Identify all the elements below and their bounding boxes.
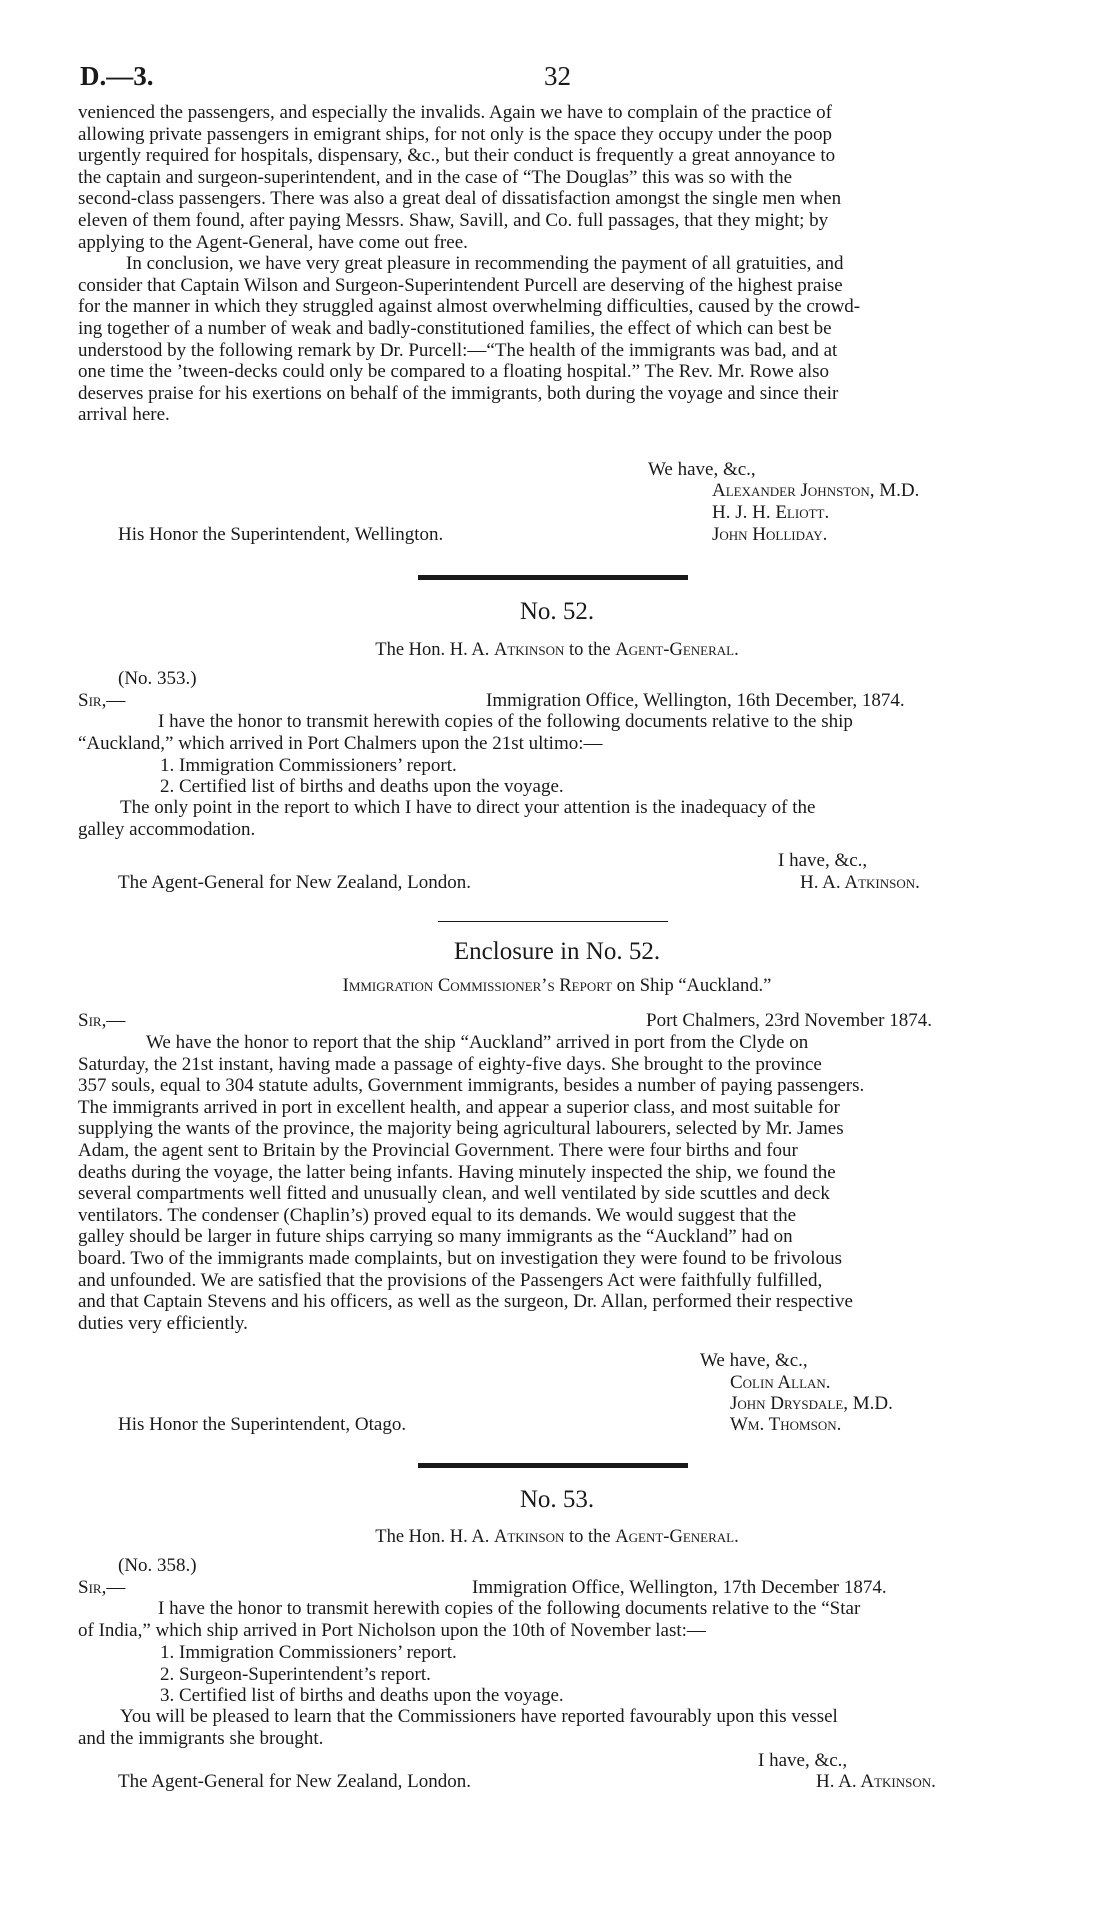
text-line: and unfounded. We are satisfied that the provisions of the Passengers Act were faithfully fulfilled,: [78, 1269, 823, 1291]
text-line: You will be pleased to learn that the Commissioners have reported favourably upon this vessel: [120, 1706, 838, 1727]
signatory: John Holliday.: [712, 524, 828, 545]
text-line: eleven of them found, after paying Messrs. Shaw, Savill, and Co. full passages, that they might; by: [78, 209, 829, 231]
to-name: Agent-General.: [615, 640, 739, 660]
text-line: Saturday, the 21st instant, having made a passage of eighty-five days. She brought to the province: [78, 1053, 822, 1075]
text-line: understood by the following remark by Dr. Purcell:—“The health of the immigrants was bad, and at: [78, 339, 838, 361]
section-divider: [418, 575, 688, 580]
to-name: Agent-General.: [615, 1527, 739, 1547]
paragraph: [78, 102, 1038, 253]
salutation: Sir,—: [78, 1577, 126, 1598]
place-date: Port Chalmers, 23rd November 1874.: [646, 1010, 933, 1031]
text-line: and the immigrants she brought.: [78, 1727, 324, 1749]
text-line: deserves praise for his exertions on behalf of the immigrants, both during the voyage and since their: [78, 382, 839, 404]
signatory: H. J. H. Eliott.: [712, 502, 830, 523]
text-line: venienced the passengers, and especially the invalids. Again we have to complain of the practice of: [78, 102, 832, 123]
from-name: Atkinson: [493, 640, 565, 660]
letter-body: [78, 1706, 1038, 1749]
text-line: galley should be larger in future ships carrying so many immigrants as the “Auckland” had on: [78, 1226, 793, 1248]
place-date: Immigration Office, Wellington, 16th December, 1874.: [486, 690, 905, 711]
text-line: We have the honor to report that the ship “Auckland” arrived in port from the Clyde on: [146, 1032, 809, 1053]
text-line: ventilators. The condenser (Chaplin’s) proved equal to its demands. We would suggest that the: [78, 1204, 797, 1226]
reference-number: (No. 358.): [118, 1555, 197, 1576]
text-line: consider that Captain Wilson and Surgeon-Superintendent Purcell are deserving of the highest praise: [78, 274, 843, 296]
section-subheading: [0, 976, 1114, 998]
text-line: board. Two of the immigrants made complaints, but on investigation they were found to be frivolous: [78, 1247, 842, 1269]
text-line: duties very efficiently.: [78, 1312, 248, 1334]
text-line: In conclusion, we have very great pleasure in recommending the payment of all gratuities, and: [126, 253, 844, 275]
signature: H. A. Atkinson.: [800, 872, 920, 893]
text-line: “Auckland,” which arrived in Port Chalmers upon the 21st ultimo:—: [78, 732, 603, 754]
from-text: The Hon. H. A.: [375, 1527, 494, 1547]
text-line: The only point in the report to which I have to direct your attention is the inadequacy of the: [120, 797, 816, 818]
section-divider: [438, 921, 668, 922]
closing: I have, &c.,: [758, 1750, 848, 1771]
signature: H. A. Atkinson.: [816, 1771, 936, 1792]
list-item: 1. Immigration Commissioners’ report.: [160, 755, 457, 776]
text-line: 357 souls, equal to 304 statute adults, Government immigrants, besides a number of paying passengers.: [78, 1075, 865, 1097]
text-line: ing together of a number of weak and badly-constitutioned families, the effect of which can best be: [78, 317, 832, 339]
signatory: Colin Allan.: [730, 1372, 831, 1393]
section-subheading: [0, 1527, 1114, 1549]
text-line: Adam, the agent sent to Britain by the Provincial Government. There were four births and four: [78, 1139, 798, 1161]
text-line: I have the honor to transmit herewith copies of the following documents relative to the “Star: [158, 1598, 861, 1619]
text-line: for the manner in which they struggled against almost overwhelming difficulties, caused by the crowd-: [78, 296, 861, 318]
closing: I have, &c.,: [778, 850, 868, 871]
addressee: The Agent-General for New Zealand, London.: [118, 872, 471, 893]
closing: We have, &c.,: [700, 1350, 808, 1371]
text-line: the captain and surgeon-superintendent, and in the case of “The Douglas” this was so with the: [78, 166, 793, 188]
text-line: one time the ’tween-decks could only be compared to a floating hospital.” The Rev. Mr. Rowe also: [78, 361, 830, 383]
text-line: second-class passengers. There was also a great deal of dissatisfaction amongst the single men when: [78, 188, 842, 210]
place-date: Immigration Office, Wellington, 17th December 1874.: [472, 1577, 887, 1598]
text-line: and that Captain Stevens and his officers, as well as the surgeon, Dr. Allan, performed their respective: [78, 1291, 853, 1313]
text-line: deaths during the voyage, the latter being infants. Having minutely inspected the ship, we found the: [78, 1161, 836, 1183]
page-number: 32: [544, 61, 571, 91]
list-item: 1. Immigration Commissioners’ report.: [160, 1642, 457, 1663]
closing: We have, &c.,: [648, 459, 756, 480]
list-item: 2. Certified list of births and deaths upon the voyage.: [160, 776, 564, 797]
report-title: Immigration Commissioner’s Report: [342, 976, 613, 996]
text-line: arrival here.: [78, 404, 170, 426]
section-subheading: [0, 640, 1114, 662]
text-line: galley accommodation.: [78, 818, 256, 840]
addressee: The Agent-General for New Zealand, London.: [118, 1771, 471, 1792]
signatory: Alexander Johnston, M.D.: [712, 480, 920, 501]
signatory: Wm. Thomson.: [730, 1414, 842, 1435]
section-heading: No. 52.: [519, 598, 595, 625]
text-line: I have the honor to transmit herewith copies of the following documents relative to the ship: [158, 711, 853, 732]
salutation: Sir,—: [78, 1010, 126, 1031]
reference-number: (No. 353.): [118, 668, 197, 689]
signatory: John Drysdale, M.D.: [730, 1393, 893, 1414]
to-text: to the: [564, 1527, 616, 1547]
report-ship: on Ship “Auckland.”: [612, 976, 772, 996]
salutation: Sir,—: [78, 690, 126, 711]
text-line: of India,” which ship arrived in Port Nicholson upon the 10th of November last:—: [78, 1619, 706, 1641]
text-line: allowing private passengers in emigrant ships, for not only is the space they occupy under the poop: [78, 123, 833, 145]
text-line: several compartments well fitted and unusually clean, and well ventilated by side scuttles and deck: [78, 1183, 830, 1205]
text-line: The immigrants arrived in port in excellent health, and appear a superior class, and most suitable for: [78, 1096, 840, 1118]
paragraph: [78, 253, 1038, 426]
from-name: Atkinson: [493, 1527, 565, 1547]
letter-body: [78, 1598, 1038, 1641]
series-reference: D.—3.: [80, 61, 154, 91]
section-heading: No. 53.: [519, 1486, 595, 1513]
to-text: to the: [564, 640, 616, 660]
section-heading: Enclosure in No. 52.: [453, 938, 661, 965]
from-text: The Hon. H. A.: [375, 640, 494, 660]
report-body: [78, 1032, 1038, 1334]
list-item: 3. Certified list of births and deaths upon the voyage.: [160, 1685, 564, 1706]
text-line: supplying the wants of the province, the majority being agricultural labourers, selected by Mr. James: [78, 1118, 844, 1140]
text-line: applying to the Agent-General, have come out free.: [78, 231, 468, 253]
text-line: urgently required for hospitals, dispensary, &c., but their conduct is frequently a great annoyance to: [78, 145, 836, 167]
list-item: 2. Surgeon-Superintendent’s report.: [160, 1664, 431, 1685]
letter-continuation: [78, 102, 1038, 426]
letter-body: [78, 711, 1038, 754]
section-divider: [418, 1463, 688, 1468]
letter-body: [78, 797, 1038, 840]
addressee: His Honor the Superintendent, Wellington.: [118, 524, 444, 545]
addressee: His Honor the Superintendent, Otago.: [118, 1414, 407, 1435]
